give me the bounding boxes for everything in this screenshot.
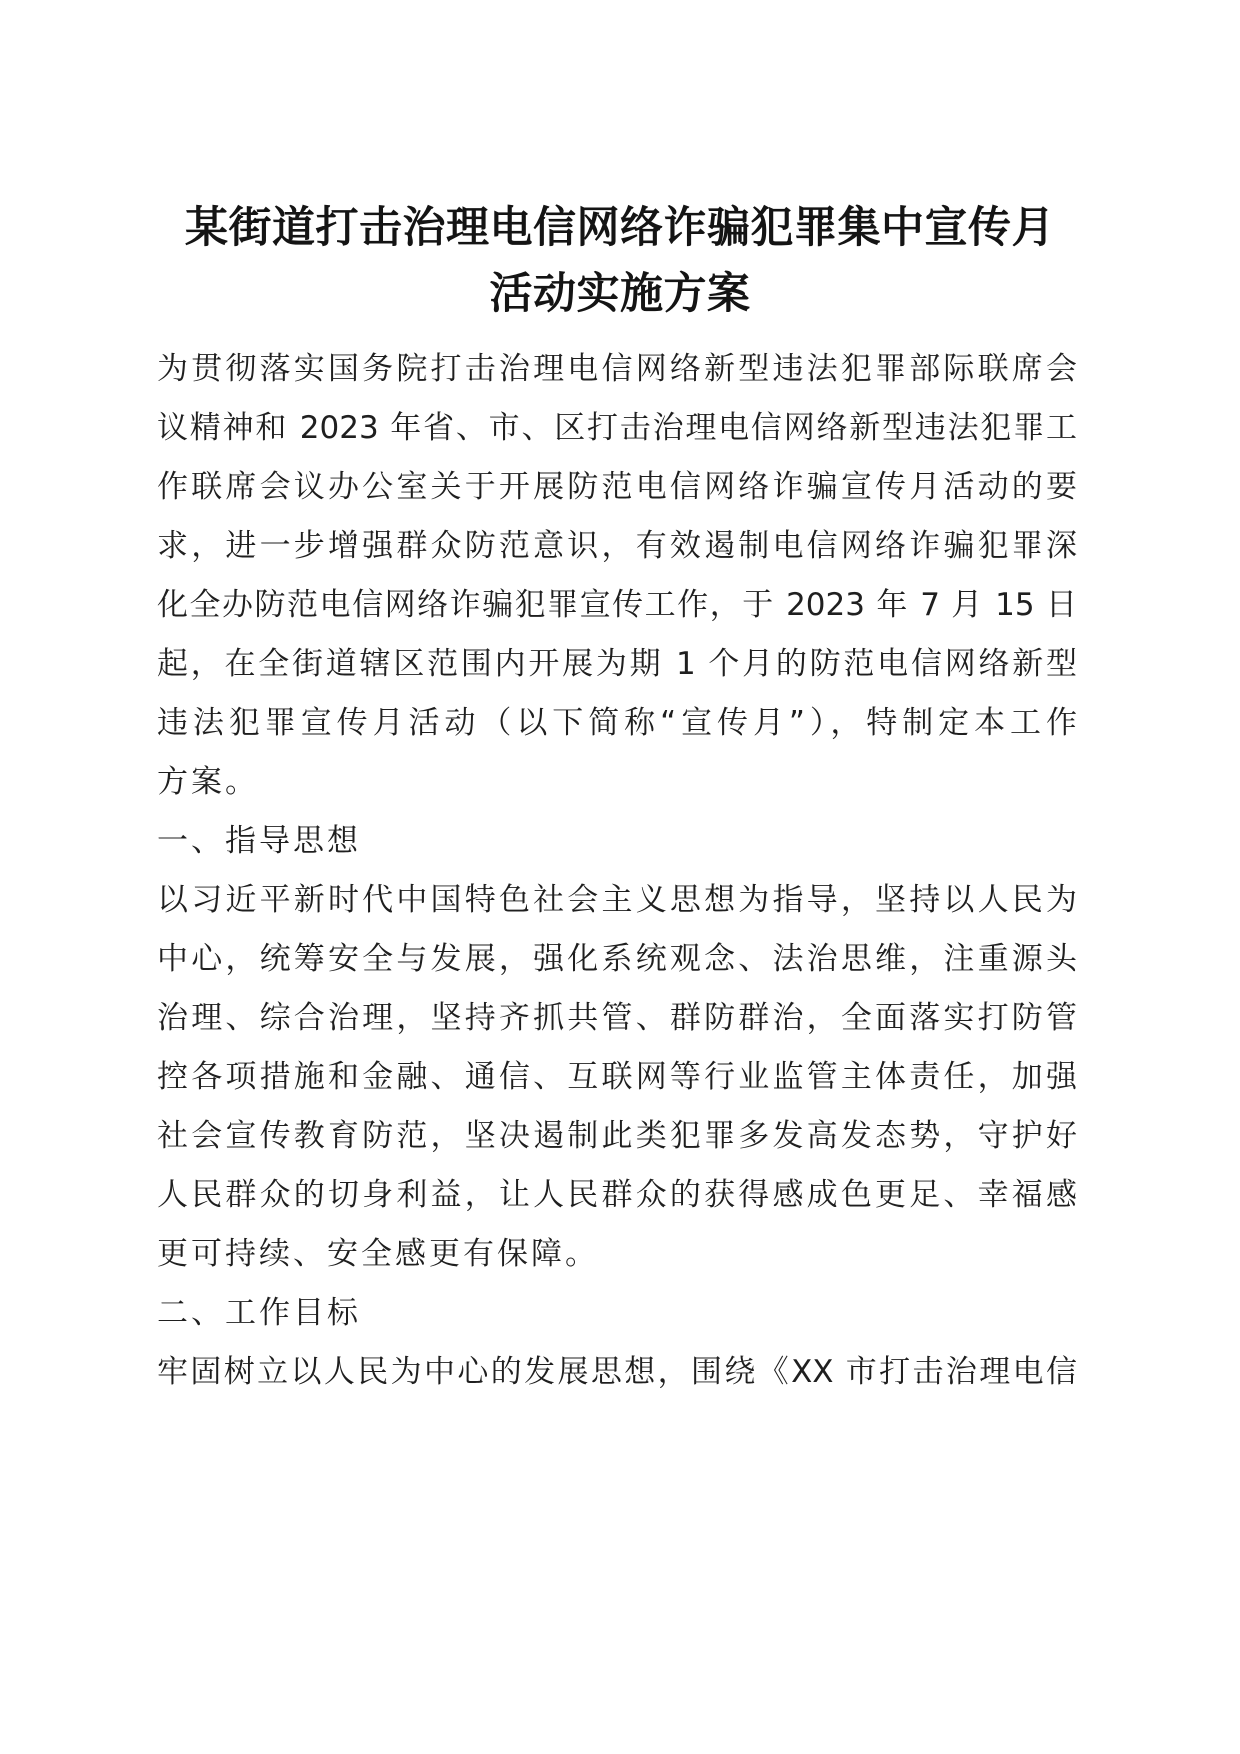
intro-paragraph-line: 方案。	[157, 764, 259, 800]
intro-paragraph-line: 违法犯罪宣传月活动（以下简称“宣传月”），特制定本工作	[157, 705, 1077, 741]
guiding-paragraph-line: 控各项措施和金融、通信、互联网等行业监管主体责任，加强	[157, 1059, 1077, 1095]
guiding-paragraph-line: 更可持续、安全感更有保障。	[157, 1236, 599, 1272]
guiding-paragraph-line: 社会宣传教育防范，坚决遏制此类犯罪多发高发态势，守护好	[157, 1118, 1077, 1154]
guiding-paragraph-line: 中心，统筹安全与发展，强化系统观念、法治思维，注重源头	[157, 941, 1077, 977]
guiding-paragraph-line: 以习近平新时代中国特色社会主义思想为指导，坚持以人民为	[157, 882, 1077, 918]
document-title-line-2: 活动实施方案	[489, 269, 751, 319]
intro-paragraph-line: 为贯彻落实国务院打击治理电信网络新型违法犯罪部际联席会	[157, 351, 1077, 387]
intro-paragraph-line: 求，进一步增强群众防范意识，有效遏制电信网络诈骗犯罪深	[157, 528, 1077, 564]
goal-paragraph-line: 牢固树立以人民为中心的发展思想，围绕《XX 市打击治理电信	[157, 1354, 1077, 1390]
intro-paragraph-line: 作联席会议办公室关于开展防范电信网络诈骗宣传月活动的要	[157, 469, 1077, 505]
intro-paragraph-line: 化全办防范电信网络诈骗犯罪宣传工作，于 2023 年 7 月 15 日	[157, 587, 1077, 623]
guiding-paragraph-line: 治理、综合治理，坚持齐抓共管、群防群治，全面落实打防管	[157, 1000, 1077, 1036]
section-heading-guiding-thought: 一、指导思想	[157, 823, 361, 859]
intro-paragraph-line: 起，在全街道辖区范围内开展为期 1 个月的防范电信网络新型	[157, 646, 1077, 682]
intro-paragraph-line: 议精神和 2023 年省、市、区打击治理电信网络新型违法犯罪工	[157, 410, 1077, 446]
section-heading-work-goal: 二、工作目标	[157, 1295, 361, 1331]
guiding-paragraph-line: 人民群众的切身利益，让人民群众的获得感成色更足、幸福感	[157, 1177, 1077, 1213]
document-title-line-1: 某街道打击治理电信网络诈骗犯罪集中宣传月	[185, 203, 1055, 253]
